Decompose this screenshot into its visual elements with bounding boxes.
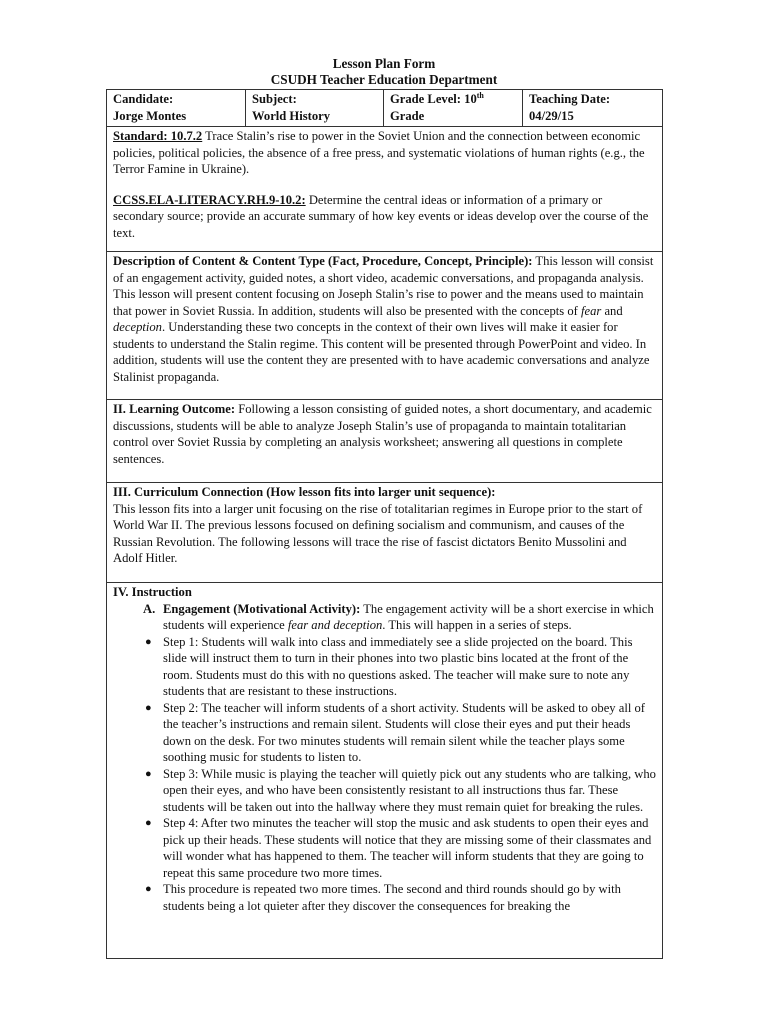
bullet-icon: ● <box>145 883 152 895</box>
list-item <box>113 815 656 881</box>
description-cell <box>107 252 663 400</box>
standard-label: Standard: 10.7.2 <box>113 129 203 143</box>
candidate-cell <box>107 90 246 127</box>
date-label: Teaching Date: <box>529 92 611 106</box>
outcome-label: II. Learning Outcome: <box>113 402 236 416</box>
ccss-text: Determine the central ideas or information of a primary or secondary source; provide an accurate summary of how key events or ideas develop over the course of the text. <box>113 192 649 240</box>
list-item <box>113 700 656 766</box>
fear-term: fear <box>581 303 602 318</box>
outcome-cell <box>107 400 663 483</box>
engagement-marker: A. <box>143 601 156 616</box>
subject-label: Subject: <box>252 92 297 106</box>
standard-paragraph <box>113 128 656 178</box>
step-text: This procedure is repeated two more times. The second and third rounds should go by with students being a lot quieter after they discover the consequences for breaking the <box>163 882 621 913</box>
curriculum-row <box>107 483 663 583</box>
subject-cell <box>246 90 384 127</box>
date-cell <box>523 90 663 127</box>
bullet-icon: ● <box>145 701 152 714</box>
bullet-icon: ● <box>145 767 152 780</box>
date-value: 04/29/15 <box>529 108 574 123</box>
candidate-label: Candidate: <box>113 92 174 106</box>
description-row <box>107 252 663 400</box>
step-text: Step 4: After two minutes the teacher will stop the music and ask students to open their eyes and pick up their heads. These students will notice that they are missing some of their classmates and will wonder what has happened to them. The teacher will inform students that they are going to repeat this same procedure two more times. <box>163 816 652 880</box>
subject-value: World History <box>252 108 331 123</box>
lesson-plan-table <box>106 89 663 959</box>
grade-label: Grade Level: 10 <box>390 92 477 106</box>
description-paragraph: Description of Content & Content Type (Fact, Procedure, Concept, Principle): This lesson will consist of an engagement activity, guided notes, a short video, academic conversations, and propaganda analysis. This lesson will present content focusing on Joseph Stalin’s rise to power and the means used to maintain that power in Soviet Russia. In addition, students will also be presented with the concepts of fear and deception. Understanding these two concepts in the context of their own lives will make it easier for students to understand the Stalin regime. This content will be presented through PowerPoint and video. In addition, students will use the content they are presented with to have academic conversations and analyze Stalinist propaganda. <box>113 254 654 384</box>
standards-cell <box>107 127 663 252</box>
standard-text: Trace Stalin’s rise to power in the Soviet Union and the connection between economic policies, political policies, the absence of a free press, and systematic violations of human rights (e.g., the Terror Famine in Ukraine). <box>113 129 645 176</box>
step-text: Step 3: While music is playing the teacher will quietly pick out any students who are talking, who open their eyes, and who have been consistently resistant to all instructions thus far. These students will be taken out into the hallway where they must remain quiet for breaking the rules. <box>163 766 656 814</box>
list-item <box>113 881 656 914</box>
instruction-label: IV. Instruction <box>113 585 192 599</box>
header-row <box>107 90 663 127</box>
grade-suffix: th <box>476 90 484 100</box>
bullet-icon: ● <box>145 635 152 648</box>
ccss-paragraph <box>113 192 656 242</box>
grade-value: Grade <box>390 108 425 123</box>
steps-list <box>113 634 656 915</box>
ccss-label: CCSS.ELA-LITERACY.RH.9-10.2: <box>113 192 306 207</box>
department-title: CSUDH Teacher Education Department <box>270 72 498 87</box>
instruction-list <box>113 601 656 634</box>
outcome-row <box>107 400 663 483</box>
list-item <box>113 634 656 700</box>
curriculum-label: III. Curriculum Connection (How lesson fits into larger unit sequence): <box>113 485 496 499</box>
grade-cell <box>384 90 523 127</box>
list-item <box>113 766 656 816</box>
deception-term: deception <box>113 320 162 334</box>
step-text: Step 2: The teacher will inform students of a short activity. Students will be asked to obey all of the teacher’s instructions and remain silent. Students will close their eyes and put their heads down on the desk. For two minutes students will remain silent while the teacher plays some soothing music for students to listen to. <box>163 700 645 764</box>
outcome-text: Following a lesson consisting of guided notes, a short documentary, and academic discussions, students will be able to analyze Joseph Stalin’s use of propaganda to maintain totalitarian control over Soviet Russia by completing an analysis worksheet; answering all questions in complete sentences. <box>113 402 652 466</box>
instruction-row <box>107 583 663 959</box>
standards-row <box>107 127 663 252</box>
outcome-paragraph <box>113 401 656 467</box>
bullet-icon: ● <box>145 817 152 829</box>
step-text: Step 1: Students will walk into class and immediately see a slide projected on the board. This slide will instruct them to turn in their phones into two plastic bins located at the front of the room. Students must do this with no questions asked. The teacher will make sure to note any students that are resistant to these instructions. <box>163 634 633 698</box>
instruction-cell <box>107 583 663 959</box>
description-label: Description of Content & Content Type (Fact, Procedure, Concept, Principle): <box>113 254 533 268</box>
engagement-label: Engagement (Motivational Activity): <box>163 601 361 616</box>
engagement-item: A. Engagement (Motivational Activity): The engagement activity will be a short exercise in which students will experience fear and deception. This will happen in a series of steps. <box>143 601 654 632</box>
curriculum-text: This lesson fits into a larger unit focusing on the rise of totalitarian regimes in Europe prior to the start of World War II. The previous lessons focused on defining socialism and communism, and causes of the Russian Revolution. The following lessons will trace the rise of fascist dictators Benito Mussolini and Adolf Hitler. <box>113 501 643 565</box>
candidate-value: Jorge Montes <box>113 108 187 123</box>
fear-deception-term: fear and deception <box>287 618 383 632</box>
curriculum-cell <box>107 483 663 583</box>
form-title: Lesson Plan Form <box>332 56 436 71</box>
